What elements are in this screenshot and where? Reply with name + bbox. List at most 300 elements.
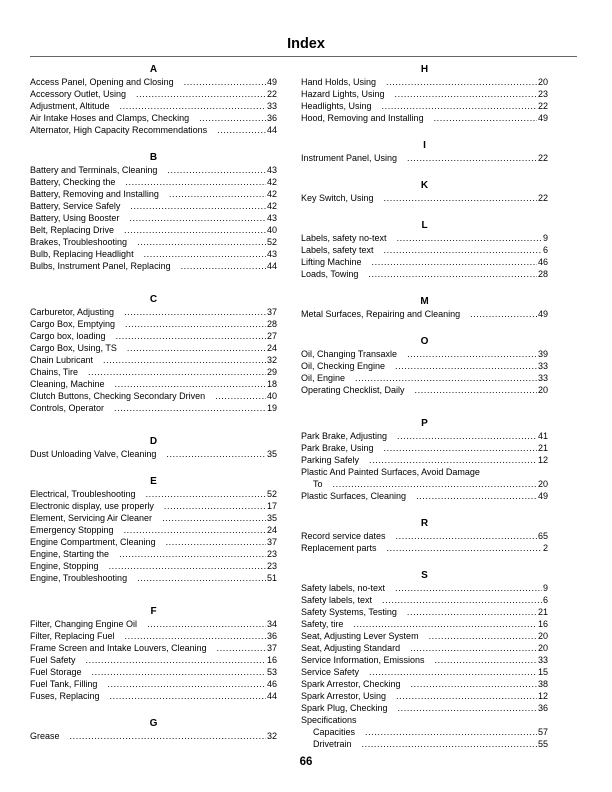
entry-label: Filter, Replacing Fuel — [30, 631, 115, 641]
entry-page-number: 21 — [537, 443, 548, 453]
section-letter: K — [420, 180, 429, 191]
entry-label: Loads, Towing — [301, 269, 359, 279]
index-entry — [301, 442, 548, 454]
index-entry — [30, 76, 277, 88]
entry-page-number: 40 — [266, 391, 277, 401]
entry-page-number: 28 — [266, 319, 277, 329]
entry-label: Hazard Lights, Using — [301, 89, 385, 99]
index-section-g — [30, 718, 277, 742]
entry-page-number: 37 — [266, 307, 277, 317]
dot-leader — [88, 366, 266, 378]
dot-leader — [124, 524, 266, 536]
entry-label: Battery, Using Booster — [30, 213, 120, 223]
dot-leader — [125, 318, 266, 330]
dot-leader — [107, 678, 266, 690]
entry-label: Fuel Safety — [30, 655, 76, 665]
entry-page-number: 42 — [266, 177, 277, 187]
dot-leader — [181, 260, 266, 272]
index-entry — [30, 402, 277, 414]
entry-label: Engine, Troubleshooting — [30, 573, 128, 583]
entry-label: Labels, safety text — [301, 245, 374, 255]
dot-leader — [411, 678, 537, 690]
entry-page-number: 37 — [266, 643, 277, 653]
entry-page-number: 42 — [266, 189, 277, 199]
index-entry — [301, 666, 548, 678]
dot-leader — [167, 164, 266, 176]
index-entry — [30, 318, 277, 330]
index-entry — [301, 244, 548, 256]
index-entry — [30, 212, 277, 224]
dot-leader — [166, 536, 266, 548]
dot-leader — [386, 76, 537, 88]
entry-page-number: 43 — [266, 165, 277, 175]
index-section-b — [30, 152, 277, 272]
entry-label: Battery, Checking the — [30, 177, 116, 187]
dot-leader — [416, 490, 537, 502]
index-entry — [30, 378, 277, 390]
index-column-right — [301, 64, 548, 750]
dot-leader — [353, 618, 537, 630]
dot-leader — [162, 512, 266, 524]
index-entry — [301, 268, 548, 280]
dot-leader — [169, 188, 266, 200]
section-letter: R — [420, 518, 429, 529]
index-entry — [301, 308, 548, 320]
entry-page-number: 41 — [537, 431, 548, 441]
entry-page-number: 28 — [537, 269, 548, 279]
entry-page-number: 49 — [266, 77, 277, 87]
index-entry — [301, 606, 548, 618]
entry-page-number: 20 — [537, 631, 548, 641]
index-section-h — [301, 64, 548, 124]
entry-page-number: 16 — [266, 655, 277, 665]
dot-leader — [109, 560, 266, 572]
entry-label: Chains, Tire — [30, 367, 79, 377]
entry-label: Labels, safety no-text — [301, 233, 387, 243]
index-section-r — [301, 518, 548, 554]
entry-label: Instrument Panel, Using — [301, 153, 398, 163]
entry-label: Hand Holds, Using — [301, 77, 377, 87]
section-letter: G — [149, 718, 158, 729]
entry-page-number: 22 — [537, 193, 548, 203]
dot-leader — [164, 500, 266, 512]
index-entry — [30, 488, 277, 500]
entry-label: Fuel Tank, Filling — [30, 679, 98, 689]
entry-label: Dust Unloading Valve, Cleaning — [30, 449, 157, 459]
index-entry — [30, 666, 277, 678]
entry-page-number: 51 — [266, 573, 277, 583]
entry-label: Grease — [30, 731, 60, 741]
entry-page-number: 46 — [266, 679, 277, 689]
entry-page-number: 36 — [266, 113, 277, 123]
entry-page-number: 23 — [266, 561, 277, 571]
index-entry — [30, 678, 277, 690]
dot-leader — [382, 100, 537, 112]
index-section-i — [301, 140, 548, 164]
index-entry — [30, 560, 277, 572]
entry-page-number: 34 — [266, 619, 277, 629]
entry-label: Cargo Box, Emptying — [30, 319, 116, 329]
entry-page-number: 9 — [542, 233, 548, 243]
section-letter: I — [423, 140, 426, 151]
entry-label: Parking Safely — [301, 455, 360, 465]
entry-label: Accessory Outlet, Using — [30, 89, 127, 99]
index-entry — [30, 524, 277, 536]
entry-label: Alternator, High Capacity Recommendations — [30, 125, 208, 135]
entry-label: Electrical, Troubleshooting — [30, 489, 136, 499]
entry-label: Safety labels, no-text — [301, 583, 386, 593]
index-entry — [301, 76, 548, 88]
section-letter: F — [150, 606, 157, 617]
dot-leader — [382, 594, 542, 606]
entry-label: Operating Checklist, Daily — [301, 385, 405, 395]
index-entry — [301, 738, 548, 750]
index-entry — [301, 454, 548, 466]
section-letter: C — [149, 294, 158, 305]
entry-page-number: 49 — [537, 113, 548, 123]
entry-page-number: 44 — [266, 691, 277, 701]
entry-label: Battery, Removing and Installing — [30, 189, 159, 199]
dot-leader — [395, 582, 542, 594]
entry-page-number: 23 — [266, 549, 277, 559]
entry-label: Filter, Changing Engine Oil — [30, 619, 138, 629]
dot-leader — [103, 354, 266, 366]
entry-label: Clutch Buttons, Checking Secondary Driven — [30, 391, 206, 401]
index-entry — [301, 582, 548, 594]
entry-label: Replacement parts — [301, 543, 377, 553]
dot-leader — [434, 112, 537, 124]
index-section-p — [301, 418, 548, 502]
index-entry — [301, 542, 548, 554]
dot-leader — [114, 402, 266, 414]
entry-page-number: 20 — [537, 385, 548, 395]
index-section-a — [30, 64, 277, 136]
index-entry — [30, 236, 277, 248]
dot-leader — [407, 606, 537, 618]
entry-label: Engine, Stopping — [30, 561, 99, 571]
index-entry-heading — [301, 714, 548, 726]
entry-label: Oil, Changing Transaxle — [301, 349, 398, 359]
entry-label: Specifications — [301, 715, 357, 725]
index-entry — [301, 360, 548, 372]
dot-leader — [362, 738, 537, 750]
index-entry — [301, 256, 548, 268]
entry-label: Hood, Removing and Installing — [301, 113, 424, 123]
dot-leader — [129, 212, 266, 224]
dot-leader — [125, 176, 266, 188]
entry-page-number: 37 — [266, 537, 277, 547]
entry-label: Engine Compartment, Cleaning — [30, 537, 156, 547]
entry-label: Service Information, Emissions — [301, 655, 425, 665]
index-entry — [301, 490, 548, 502]
section-letter: P — [421, 418, 428, 429]
dot-leader — [396, 530, 537, 542]
entry-label: Cleaning, Machine — [30, 379, 105, 389]
entry-page-number: 9 — [542, 583, 548, 593]
entry-label: Emergency Stopping — [30, 525, 114, 535]
index-entry — [301, 678, 548, 690]
entry-label: Bulb, Replacing Headlight — [30, 249, 134, 259]
entry-label: Spark Arrestor, Using — [301, 691, 387, 701]
entry-label: Battery and Terminals, Cleaning — [30, 165, 158, 175]
entry-label: Capacities — [313, 727, 356, 737]
section-letter: S — [421, 570, 428, 581]
entry-label: Plastic Surfaces, Cleaning — [301, 491, 407, 501]
page-title: Index — [287, 36, 325, 52]
entry-page-number: 32 — [266, 731, 277, 741]
entry-page-number: 49 — [537, 309, 548, 319]
index-entry — [301, 430, 548, 442]
index-entry — [30, 654, 277, 666]
entry-page-number: 17 — [266, 501, 277, 511]
entry-page-number: 43 — [266, 213, 277, 223]
dot-leader — [415, 384, 537, 396]
dot-leader — [384, 192, 537, 204]
index-entry — [301, 88, 548, 100]
entry-label: Seat, Adjusting Standard — [301, 643, 401, 653]
entry-page-number: 20 — [537, 77, 548, 87]
entry-page-number: 18 — [266, 379, 277, 389]
dot-leader — [397, 430, 537, 442]
entry-label: Electronic display, use properly — [30, 501, 154, 511]
section-letter: M — [420, 296, 429, 307]
dot-leader — [398, 702, 537, 714]
index-entry — [30, 548, 277, 560]
index-section-m — [301, 296, 548, 320]
index-entry — [30, 354, 277, 366]
entry-label: Lifting Machine — [301, 257, 362, 267]
entry-page-number: 12 — [537, 455, 548, 465]
index-entry — [30, 366, 277, 378]
index-entry-heading — [301, 466, 548, 478]
entry-page-number: 38 — [537, 679, 548, 689]
dot-leader — [119, 548, 266, 560]
dot-leader — [147, 618, 266, 630]
entry-label: Frame Screen and Intake Louvers, Cleaning — [30, 643, 207, 653]
index-entry — [301, 152, 548, 164]
index-entry — [30, 500, 277, 512]
dot-leader — [387, 542, 542, 554]
index-entry — [30, 124, 277, 136]
index-entry — [301, 372, 548, 384]
index-entry — [30, 260, 277, 272]
dot-leader — [407, 152, 537, 164]
section-letter: E — [150, 476, 157, 487]
dot-leader — [355, 372, 537, 384]
entry-page-number: 46 — [537, 257, 548, 267]
entry-page-number: 16 — [537, 619, 548, 629]
dot-leader — [410, 642, 537, 654]
entry-label: Fuel Storage — [30, 667, 82, 677]
entry-label: Chain Lubricant — [30, 355, 94, 365]
entry-page-number: 65 — [537, 531, 548, 541]
index-entry — [301, 702, 548, 714]
entry-page-number: 35 — [266, 449, 277, 459]
index-entry — [301, 594, 548, 606]
index-entry — [30, 390, 277, 402]
dot-leader — [86, 654, 266, 666]
dot-leader — [429, 630, 537, 642]
entry-label: Oil, Checking Engine — [301, 361, 386, 371]
entry-label: Metal Surfaces, Repairing and Cleaning — [301, 309, 461, 319]
index-entry — [301, 530, 548, 542]
entry-page-number: 53 — [266, 667, 277, 677]
entry-label: Access Panel, Opening and Closing — [30, 77, 174, 87]
dot-leader — [146, 488, 266, 500]
dot-leader — [396, 690, 537, 702]
index-entry — [30, 176, 277, 188]
index-section-o — [301, 336, 548, 396]
section-letter: O — [420, 336, 429, 347]
dot-leader — [395, 360, 537, 372]
entry-label: Key Switch, Using — [301, 193, 374, 203]
index-section-k — [301, 180, 548, 204]
entry-label: Safety, tire — [301, 619, 344, 629]
dot-leader — [199, 112, 266, 124]
entry-page-number: 33 — [537, 655, 548, 665]
index-entry — [30, 690, 277, 702]
index-entry — [301, 642, 548, 654]
entry-label: Plastic And Painted Surfaces, Avoid Damage — [301, 467, 480, 477]
index-entry — [30, 188, 277, 200]
dot-leader — [407, 348, 537, 360]
dot-leader — [384, 442, 537, 454]
index-entry — [30, 730, 277, 742]
index-entry — [30, 448, 277, 460]
index-entry — [30, 342, 277, 354]
index-entry — [301, 690, 548, 702]
index-column-left — [30, 64, 277, 742]
dot-leader — [217, 642, 266, 654]
entry-label: Carburetor, Adjusting — [30, 307, 115, 317]
dot-leader — [115, 378, 266, 390]
entry-label: To — [313, 479, 323, 489]
index-entry — [30, 306, 277, 318]
entry-label: Park Brake, Using — [301, 443, 374, 453]
index-section-l — [301, 220, 548, 280]
dot-leader — [215, 390, 266, 402]
entry-label: Brakes, Troubleshooting — [30, 237, 128, 247]
index-entry — [301, 726, 548, 738]
dot-leader — [120, 100, 266, 112]
index-entry — [301, 478, 548, 490]
entry-label: Cargo Box, Using, TS — [30, 343, 117, 353]
index-entry — [30, 618, 277, 630]
index-entry — [301, 232, 548, 244]
entry-page-number: 2 — [542, 543, 548, 553]
entry-label: Bulbs, Instrument Panel, Replacing — [30, 261, 171, 271]
entry-page-number: 24 — [266, 525, 277, 535]
title-rule — [30, 56, 577, 57]
dot-leader — [333, 478, 537, 490]
index-entry — [301, 192, 548, 204]
entry-page-number: 6 — [542, 595, 548, 605]
entry-page-number: 43 — [266, 249, 277, 259]
dot-leader — [124, 306, 266, 318]
entry-page-number: 21 — [537, 607, 548, 617]
entry-label: Air Intake Hoses and Clamps, Checking — [30, 113, 190, 123]
entry-page-number: 33 — [266, 101, 277, 111]
dot-leader — [395, 88, 537, 100]
dot-leader — [137, 236, 266, 248]
entry-label: Record service dates — [301, 531, 386, 541]
entry-page-number: 40 — [266, 225, 277, 235]
dot-leader — [125, 630, 266, 642]
dot-leader — [127, 342, 266, 354]
entry-label: Battery, Service Safely — [30, 201, 121, 211]
dot-leader — [435, 654, 537, 666]
entry-page-number: 33 — [537, 373, 548, 383]
index-entry — [30, 88, 277, 100]
index-entry — [301, 348, 548, 360]
index-entry — [301, 100, 548, 112]
section-letter: L — [421, 220, 428, 231]
index-section-e — [30, 476, 277, 584]
entry-label: Spark Plug, Checking — [301, 703, 388, 713]
dot-leader — [136, 88, 266, 100]
entry-label: Safety labels, text — [301, 595, 373, 605]
dot-leader — [144, 248, 266, 260]
entry-page-number: 32 — [266, 355, 277, 365]
dot-leader — [368, 268, 537, 280]
entry-label: Engine, Starting the — [30, 549, 110, 559]
entry-page-number: 6 — [542, 245, 548, 255]
entry-label: Service Safety — [301, 667, 360, 677]
section-letter: B — [149, 152, 158, 163]
index-entry — [301, 654, 548, 666]
entry-label: Drivetrain — [313, 739, 352, 749]
dot-leader — [397, 232, 542, 244]
index-entry — [30, 112, 277, 124]
entry-page-number: 49 — [537, 491, 548, 501]
dot-leader — [184, 76, 266, 88]
entry-page-number: 55 — [537, 739, 548, 749]
index-section-f — [30, 606, 277, 702]
index-entry — [30, 200, 277, 212]
entry-label: Controls, Operator — [30, 403, 105, 413]
entry-label: Safety Systems, Testing — [301, 607, 397, 617]
dot-leader — [369, 666, 537, 678]
index-entry — [301, 384, 548, 396]
entry-page-number: 36 — [266, 631, 277, 641]
entry-page-number: 57 — [537, 727, 548, 737]
dot-leader — [365, 726, 537, 738]
index-section-d — [30, 436, 277, 460]
index-entry — [30, 536, 277, 548]
entry-page-number: 42 — [266, 201, 277, 211]
dot-leader — [470, 308, 537, 320]
entry-page-number: 52 — [266, 237, 277, 247]
entry-label: Seat, Adjusting Lever System — [301, 631, 419, 641]
entry-page-number: 44 — [266, 125, 277, 135]
entry-page-number: 15 — [537, 667, 548, 677]
entry-label: Park Brake, Adjusting — [301, 431, 388, 441]
dot-leader — [369, 454, 537, 466]
dot-leader — [384, 244, 542, 256]
dot-leader — [116, 330, 266, 342]
entry-page-number: 44 — [266, 261, 277, 271]
dot-leader — [130, 200, 266, 212]
entry-page-number: 24 — [266, 343, 277, 353]
entry-label: Headlights, Using — [301, 101, 372, 111]
entry-page-number: 22 — [266, 89, 277, 99]
entry-label: Belt, Replacing Drive — [30, 225, 115, 235]
section-letter: A — [149, 64, 158, 75]
entry-page-number: 20 — [537, 643, 548, 653]
dot-leader — [70, 730, 266, 742]
index-entry — [301, 618, 548, 630]
section-letter: D — [149, 436, 158, 447]
